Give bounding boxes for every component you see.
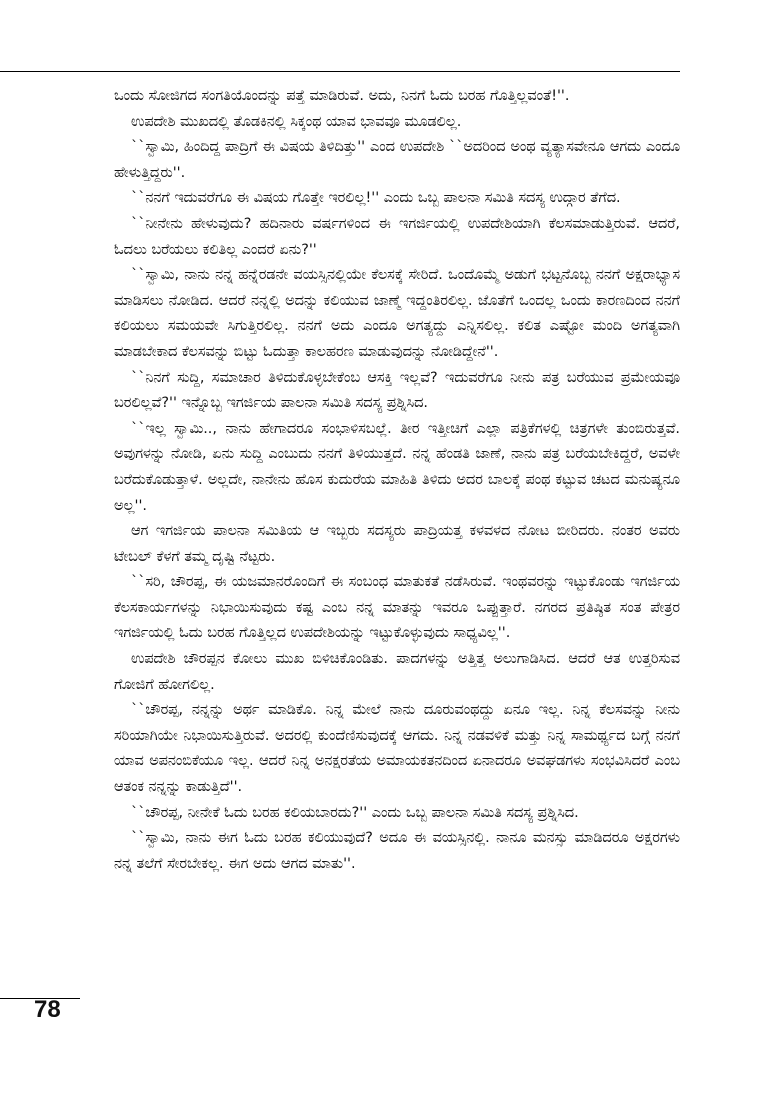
paragraph: ``ಸ್ವಾಮಿ, ನಾನು ನನ್ನ ಹನ್ನೆರಡನೇ ವಯಸ್ಸಿನಲ್ಲಿಯೇ ಕೆಲಸಕ್ಕೆ ಸೇರಿದೆ. ಒಂದೊಮ್ಮೆ ಅಡುಗೆ ಭಟ್ಟನೊಬ್ಬ ನನಗೆ ಅಕ್ಷರಾಭ್ಯಾಸ ಮಾಡಿಸಲು ನೋಡಿದ. ಆದರೆ ನನ್ನಲ್ಲಿ ಅದನ್ನು ಕಲಿಯುವ ಜಾಣ್ಮೆ ಇದ್ದಂತಿರಲಿಲ್ಲ. ಜೊತೆಗೆ ಒಂದಲ್ಲ ಒಂದು ಕಾರಣದಿಂದ ನನಗೆ ಕಲಿಯಲು ಸಮಯವೇ ಸಿಗುತ್ತಿರಲಿಲ್ಲ. ನನಗೆ ಅದು ಎಂದೂ ಅಗತ್ಯದ್ದು ಎನ್ನಿಸಲಿಲ್ಲ. ಕಲಿತ ಎಷ್ಟೋ ಮಂದಿ ಅಗತ್ಯವಾಗಿ ಮಾಡಬೇಕಾದ ಕೆಲಸವನ್ನು ಬಿಟ್ಟು ಓದುತ್ತಾ ಕಾಲಹರಣ ಮಾಡುವುದನ್ನು ನೋಡಿದ್ದೇನೆ''. bbox=[114, 267, 680, 360]
paragraph: ಒಂದು ಸೋಜಿಗದ ಸಂಗತಿಯೊಂದನ್ನು ಪತ್ತೆ ಮಾಡಿರುವೆ. ಅದು, ನಿನಗೆ ಓದು ಬರಹ ಗೊತ್ತಿಲ್ಲವಂತೆ!''. bbox=[114, 88, 570, 104]
page-number: 78 bbox=[34, 996, 61, 1023]
paragraph: ಆಗ ಇಗರ್ಜಿಯ ಪಾಲನಾ ಸಮಿತಿಯ ಆ ಇಬ್ಬರು ಸದಸ್ಯರು ಪಾದ್ರಿಯತ್ತ ಕಳವಳದ ನೋಟ ಬೀರಿದರು. ನಂತರ ಅವರು ಟೇಬಲ್ ಕೆಳಗೆ ತಮ್ಮ ದೃಷ್ಟಿ ನೆಟ್ಟರು. bbox=[114, 523, 680, 565]
paragraph: ``ಸ್ವಾಮಿ, ಹಿಂದಿದ್ದ ಪಾದ್ರಿಗೆ ಈ ವಿಷಯ ತಿಳಿದಿತ್ತು'' ಎಂದ ಉಪದೇಶಿ ``ಅದರಿಂದ ಅಂಥ ವ್ಯತ್ಯಾಸವೇನೂ ಆಗದು ಎಂದೂ ಹೇಳುತ್ತಿದ್ದರು''. bbox=[114, 139, 680, 181]
paragraph: ``ನಿನಗೆ ಸುದ್ದಿ, ಸಮಾಚಾರ ತಿಳಿದುಕೊಳ್ಳಬೇಕೆಂಬ ಆಸಕ್ತಿ ಇಲ್ಲವೆ? ಇದುವರೆಗೂ ನೀನು ಪತ್ರ ಬರೆಯುವ ಪ್ರಮೇಯವೂ ಬರಲಿಲ್ಲವೆ?'' ಇನ್ನೊಬ್ಬ ಇಗರ್ಜಿಯ ಪಾಲನಾ ಸಮಿತಿ ಸದಸ್ಯ ಪ್ರಶ್ನಿಸಿದ. bbox=[114, 369, 680, 412]
paragraph: ``ನೀನೇನು ಹೇಳುವುದು? ಹದಿನಾರು ವರ್ಷಗಳಿಂದ ಈ ಇಗರ್ಜಿಯಲ್ಲಿ ಉಪದೇಶಿಯಾಗಿ ಕೆಲಸಮಾಡುತ್ತಿರುವೆ. ಆದರೆ, ಓದಲು ಬರೆಯಲು ಕಲಿತಿಲ್ಲ ಎಂದರೆ ಏನು?'' bbox=[114, 215, 680, 258]
paragraph: ``ಚೌರಪ್ಪ, ನೀನೇಕೆ ಓದು ಬರಹ ಕಲಿಯಬಾರದು?'' ಎಂದು ಒಬ್ಬ ಪಾಲನಾ ಸಮಿತಿ ಸದಸ್ಯ ಪ್ರಶ್ನಿಸಿದ. bbox=[131, 804, 579, 821]
paragraph: ``ಚೌರಪ್ಪ, ನನ್ನನ್ನು ಅರ್ಥ ಮಾಡಿಕೊ. ನಿನ್ನ ಮೇಲೆ ನಾನು ದೂರುವಂಥದ್ದು ಏನೂ ಇಲ್ಲ. ನಿನ್ನ ಕೆಲಸವನ್ನು ನೀನು ಸರಿಯಾಗಿಯೇ ನಿಭಾಯಿಸುತ್ತಿರುವೆ. ಅದರಲ್ಲಿ ಕುಂದೆಣಿಸುವುದಕ್ಕೆ ಆಗದು. ನಿನ್ನ ನಡವಳಿಕೆ ಮತ್ತು ನಿನ್ನ ಸಾಮರ್ಥ್ಯದ ಬಗ್ಗೆ ನನಗೆ ಯಾವ ಅಪನಂಬಿಕೆಯೂ ಇಲ್ಲ. ಆದರೆ ನಿನ್ನ ಅನಕ್ಷರತೆಯ ಅಮಾಯಕತನದಿಂದ ಏನಾದರೂ ಅವಘಡಗಳು ಸಂಭವಿಸಿದರೆ ಎಂಬ ಆತಂಕ ನನ್ನನ್ನು ಕಾಡುತ್ತಿದೆ''. bbox=[114, 702, 680, 796]
paragraph: ಉಪದೇಶಿ ಚೌರಪ್ಪನ ಕೋಲು ಮುಖ ಬಿಳಿಚಿಕೊಂಡಿತು. ಪಾದಗಳನ್ನು ಅತ್ತಿತ್ತ ಅಲುಗಾಡಿಸಿದ. ಆದರೆ ಆತ ಉತ್ತರಿಸುವ ಗೋಜಿಗೆ ಹೋಗಲಿಲ್ಲ. bbox=[114, 651, 680, 693]
paragraph: ಉಪದೇಶಿ ಮುಖದಲ್ಲಿ ತೊಡಕಿನಲ್ಲಿ ಸಿಕ್ಕಂಥ ಯಾವ ಭಾವವೂ ಮೂಡಲಿಲ್ಲ. bbox=[131, 113, 462, 130]
paragraph: ``ಸರಿ, ಚೌರಪ್ಪ, ಈ ಯಜಮಾನರೊಂದಿಗೆ ಈ ಸಂಬಂಧ ಮಾತುಕತೆ ನಡೆಸಿರುವೆ. ಇಂಥವರನ್ನು ಇಟ್ಟುಕೊಂಡು ಇಗರ್ಜಿಯ ಕೆಲಸಕಾರ್ಯಗಳನ್ನು ನಿಭಾಯಿಸುವುದು ಕಷ್ಟ ಎಂಬ ನನ್ನ ಮಾತನ್ನು ಇವರೂ ಒಪ್ಪುತ್ತಾರೆ. ನಗರದ ಪ್ರತಿಷ್ಠಿತ ಸಂತ ಪೇತ್ರರ ಇಗರ್ಜಿಯಲ್ಲಿ ಓದು ಬರಹ ಗೊತ್ತಿಲ್ಲದ ಉಪದೇಶಿಯನ್ನು ಇಟ್ಟುಕೊಳ್ಳುವುದು ಸಾಧ್ಯವಿಲ್ಲ''. bbox=[114, 574, 680, 642]
paragraph: ``ಇಲ್ಲ ಸ್ವಾಮಿ.., ನಾನು ಹೇಗಾದರೂ ಸಂಭಾಳಿಸಬಲ್ಲೆ. ತೀರ ಇತ್ತೀಚಿಗೆ ಎಲ್ಲಾ ಪತ್ರಿಕೆಗಳಲ್ಲಿ ಚಿತ್ರಗಳೇ ತುಂಬಿರುತ್ತವೆ. ಅವುಗಳನ್ನು ನೋಡಿ, ಏನು ಸುದ್ದಿ ಎಂಬುದು ನನಗೆ ತಿಳಿಯುತ್ತದೆ. ನನ್ನ ಹೆಂಡತಿ ಜಾಣೆ, ನಾನು ಪತ್ರ ಬರೆಯಬೇಕಿದ್ದರೆ, ಅವಳೇ ಬರೆದುಕೊಡುತ್ತಾಳೆ. ಅಲ್ಲದೇ, ನಾನೇನು ಹೊಸ ಕುದುರೆಯ ಮಾಹಿತಿ ತಿಳಿದು ಅದರ ಬಾಲಕ್ಕೆ ಪಂಥ ಕಟ್ಟುವ ಚಟದ ಮನುಷ್ಯನೂ ಅಲ್ಲ''. bbox=[114, 420, 680, 514]
page-body bbox=[114, 84, 680, 877]
paragraph: ``ಸ್ವಾಮಿ, ನಾನು ಈಗ ಓದು ಬರಹ ಕಲಿಯುವುದೆ? ಅದೂ ಈ ವಯಸ್ಸಿನಲ್ಲಿ. ನಾನೂ ಮನಸ್ಸು ಮಾಡಿದರೂ ಅಕ್ಷರಗಳು ನನ್ನ ತಲೆಗೆ ಸೇರಬೇಕಲ್ಲ. ಈಗ ಅದು ಆಗದ ಮಾತು''. bbox=[114, 830, 680, 872]
paragraph: ``ನನಗೆ ಇದುವರೆಗೂ ಈ ವಿಷಯ ಗೊತ್ತೇ ಇರಲಿಲ್ಲ!'' ಎಂದು ಒಬ್ಬ ಪಾಲನಾ ಸಮಿತಿ ಸದಸ್ಯ ಉದ್ಗಾರ ತೆಗೆದ. bbox=[131, 190, 621, 207]
top-rule bbox=[0, 71, 680, 72]
